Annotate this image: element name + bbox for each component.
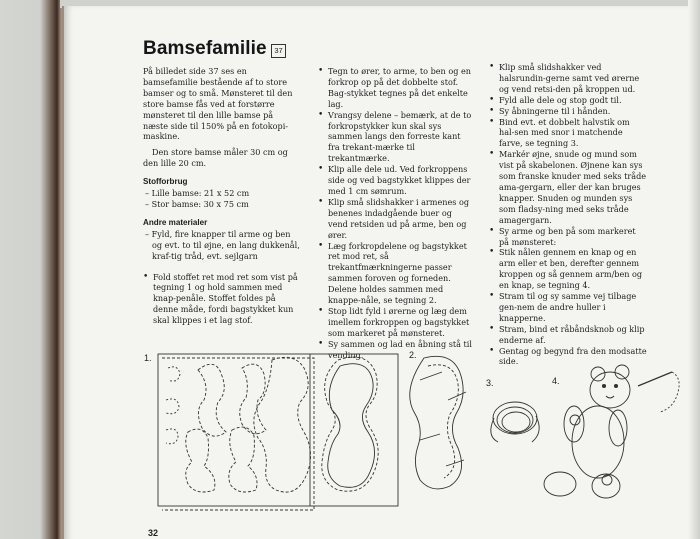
intro-paragraph: På billedet side 37 ses en bamsefamilie bestående af to store bamser og to små. Mønsteret til den store bamse fås ved at forstørre mønsteret til den lille bamse på næste side til 150% på en fotokopi-maskine. <box>143 66 293 142</box>
needle <box>638 372 672 386</box>
figure-3-label: 3. <box>486 378 494 388</box>
bear-ear <box>591 367 605 381</box>
page-title: Bamsefamilie <box>143 38 267 59</box>
thread <box>660 372 679 412</box>
pin <box>420 372 442 380</box>
figure-4-label: 4. <box>552 376 560 386</box>
instruction-item: • Læg forkropdelene og bagstykket ret mod ret, så trekantfmærkningerne passer sammen foroven og forneden. Delene holdes sammen med knappe-nåle, se tegning 2. <box>318 241 474 306</box>
stitch-line <box>428 365 458 478</box>
figure-2-label: 2. <box>409 350 417 360</box>
instruction-item: • Fold stoffet ret mod ret som vist på tegning 1 og hold sammen med knap-penåle. Stoffet foldes på denne måde, fordi bagstykket kun skal klippes i et lag stof. <box>143 272 300 327</box>
instruction-item: • Klip alle dele ud. Ved forkroppens side og ved bagstykket klippes der med 1 cm sømrum. <box>318 164 474 197</box>
figure-2-pinned-body <box>410 356 466 489</box>
page-number: 32 <box>148 528 159 538</box>
bear-leg <box>592 474 620 498</box>
pin <box>420 434 440 440</box>
ear-piece <box>166 429 178 444</box>
ear-piece <box>168 367 180 381</box>
figure-3-string-coil <box>491 402 539 442</box>
instruction-item: • Tegn to ører, to arme, to ben og en forkrop op på det dobbelte stof. Bag-stykket tegnes på det enkelte lag. <box>318 66 474 110</box>
instruction-item: • Stik nålen gennem en knap og en arm eller et ben, derefter gennem kroppen og så gennem arm/ben og en knap, se tegning 4. <box>489 247 647 291</box>
materials-heading: Andre materialer <box>143 217 208 227</box>
stof-item: – Stor bamse: 30 x 75 cm <box>145 198 249 209</box>
instruction-item: • Gentag og begynd fra den modsatte side. <box>489 346 647 368</box>
bear-leg <box>544 472 576 496</box>
materials-item: – Fyld, fire knapper til arme og ben og evt. to til øjne, en lang dukkenål, kraf-tig tråd, evt. sejlgarn <box>145 228 300 261</box>
leg-piece <box>186 429 215 492</box>
bear-mouth <box>606 396 614 398</box>
bear-eye <box>602 384 605 387</box>
instruction-item: • Sy sammen og lad en åbning stå til vending. <box>318 339 474 361</box>
button <box>570 415 580 425</box>
bear-ear <box>615 365 629 379</box>
string-loop <box>502 412 530 432</box>
bear-body <box>572 406 624 478</box>
figure-4-teddy-bear <box>544 365 679 498</box>
figure-1-fabric-layout <box>158 354 398 510</box>
instruction-item: • Bind evt. et dobbelt halvstik om hal-sen med snor i matchende farve, se tegning 3. <box>489 117 647 150</box>
instruction-item: • Fyld alle dele og stop godt til. <box>489 95 647 106</box>
bear-arm <box>609 410 627 446</box>
instruction-item: • Markér øjne, snude og mund som vist på skabelonen. Øjnene kan sys som franske knuder med seks tråde ama-gergarn, eller der kan bruges knapper. Snuden og munden sys som fladsy-ning med seks tråde amagergarn. <box>489 149 647 225</box>
instruction-item: • Stop lidt fyld i ørerne og læg dem imellem forkroppen og bagstykket som markeret på mønsteret. <box>318 306 474 339</box>
stofforbrug-heading: Stofforbrug <box>143 177 188 187</box>
body-outline <box>410 356 463 489</box>
page-reference-badge: 37 <box>271 44 286 58</box>
leg-piece <box>229 427 257 492</box>
folded-layer-outline <box>162 358 314 510</box>
ear-piece <box>166 399 179 414</box>
instruction-item: • Klip små slidshakker ved halsrundin-gerne samt ved ørerne og vend retsi-den på kroppen ud. <box>489 62 647 95</box>
bear-head <box>590 372 630 408</box>
instruction-item: • Sy arme og ben på som markeret på mønsteret: <box>489 226 647 248</box>
instruction-item: • Stram, bind et råbåndsknob og klip enderne af. <box>489 324 647 346</box>
arm-piece <box>198 364 226 436</box>
size-paragraph: Den store bamse måler 30 cm og den lille 20 cm. <box>143 147 288 169</box>
bear-arm <box>564 406 584 442</box>
stof-item: – Lille bamse: 21 x 52 cm <box>145 188 250 199</box>
instruction-item: • Vrangsy delene – bemærk, at de to forkropstykker kun skal sys sammen langs den forreste kant fra trekant-mærke til trekantmærke. <box>318 110 474 165</box>
bear-eye <box>614 384 617 387</box>
button <box>602 475 612 485</box>
back-body-piece <box>322 357 378 491</box>
instruction-item: • Stram til og sy samme vej tilbage gen-nem de andre huller i knapperne. <box>489 291 647 324</box>
figure-1-label: 1. <box>144 353 152 363</box>
back-body-inner-line <box>328 364 375 488</box>
instruction-item: • Sy åbningerne til i hånden. <box>489 106 647 117</box>
instruction-item: • Klip små slidshakker i armenes og benenes indadgående buer og vend retsiden ud på arme, ben og ører. <box>318 197 474 241</box>
